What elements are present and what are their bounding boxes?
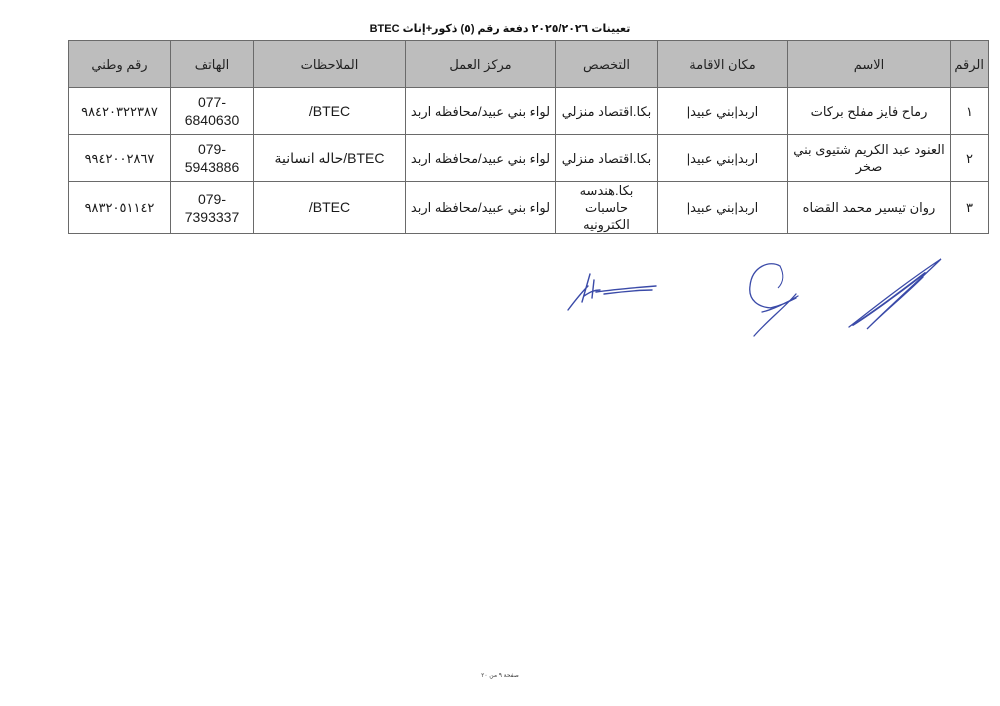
cell-workplace: لواء بني عبيد/محافظه اربد — [406, 182, 556, 234]
cell-residence: اربد|بني عبيد| — [658, 182, 788, 234]
signature-2 — [740, 258, 820, 343]
phone-text: 079-5943886 — [184, 141, 240, 175]
header-residence: مكان الاقامة — [658, 41, 788, 88]
header-workplace: مركز العمل — [406, 41, 556, 88]
header-national-id: رقم وطني — [69, 41, 171, 88]
cell-name: العنود عبد الكريم شتيوى بني صخر — [788, 135, 951, 182]
cell-residence: اربد|بني عبيد| — [658, 88, 788, 135]
cell-national-id: ٩٨٣٢٠٥١١٤٢ — [69, 182, 171, 234]
cell-index: ٣ — [951, 182, 989, 234]
cell-national-id: ٩٨٤٢٠٣٢٢٣٨٧ — [69, 88, 171, 135]
cell-notes: BTEC/حاله انسانية — [254, 135, 406, 182]
header-phone: الهاتف — [171, 41, 254, 88]
cell-name: روان تيسير محمد القضاه — [788, 182, 951, 234]
cell-workplace: لواء بني عبيد/محافظه اربد — [406, 135, 556, 182]
cell-index: ١ — [951, 88, 989, 135]
header-index: الرقم — [951, 41, 989, 88]
cell-name: رماح فايز مفلح بركات — [788, 88, 951, 135]
table-row — [69, 135, 989, 182]
page-number: صفحة ٩ من ٢٠ — [481, 673, 519, 679]
cell-workplace: لواء بني عبيد/محافظه اربد — [406, 88, 556, 135]
table-header-row — [69, 41, 989, 88]
phone-text: 077-6840630 — [184, 94, 240, 128]
cell-notes — [254, 88, 406, 135]
cell-specialization: بكا.هندسه حاسبات الكترونيه — [556, 182, 658, 234]
cell-index: ٢ — [951, 135, 989, 182]
cell-national-id: ٩٩٤٢٠٠٢٨٦٧ — [69, 135, 171, 182]
notes-text: /BTEC — [308, 102, 351, 119]
table-row — [69, 182, 989, 234]
cell-residence: اربد|بني عبيد| — [658, 135, 788, 182]
header-name: الاسم — [788, 41, 951, 88]
cell-specialization: بكا.اقتصاد منزلي — [556, 135, 658, 182]
appointments-table — [68, 40, 989, 234]
header-notes: الملاحظات — [254, 41, 406, 88]
cell-phone — [171, 88, 254, 135]
notes-text: /BTEC — [308, 199, 351, 215]
cell-notes — [254, 182, 406, 234]
cell-phone — [171, 135, 254, 182]
header-specialization: التخصص — [556, 41, 658, 88]
cell-specialization: بكا.اقتصاد منزلي — [556, 88, 658, 135]
signature-1 — [560, 268, 660, 318]
signature-3 — [845, 255, 945, 335]
cell-phone — [171, 182, 254, 234]
phone-text: 079-7393337 — [184, 190, 240, 225]
table-row — [69, 88, 989, 135]
document-title: تعيينات ٢٠٢٥/٢٠٢٦ دفعة رقم (٥) ذكور+إناث BTEC — [369, 23, 631, 35]
